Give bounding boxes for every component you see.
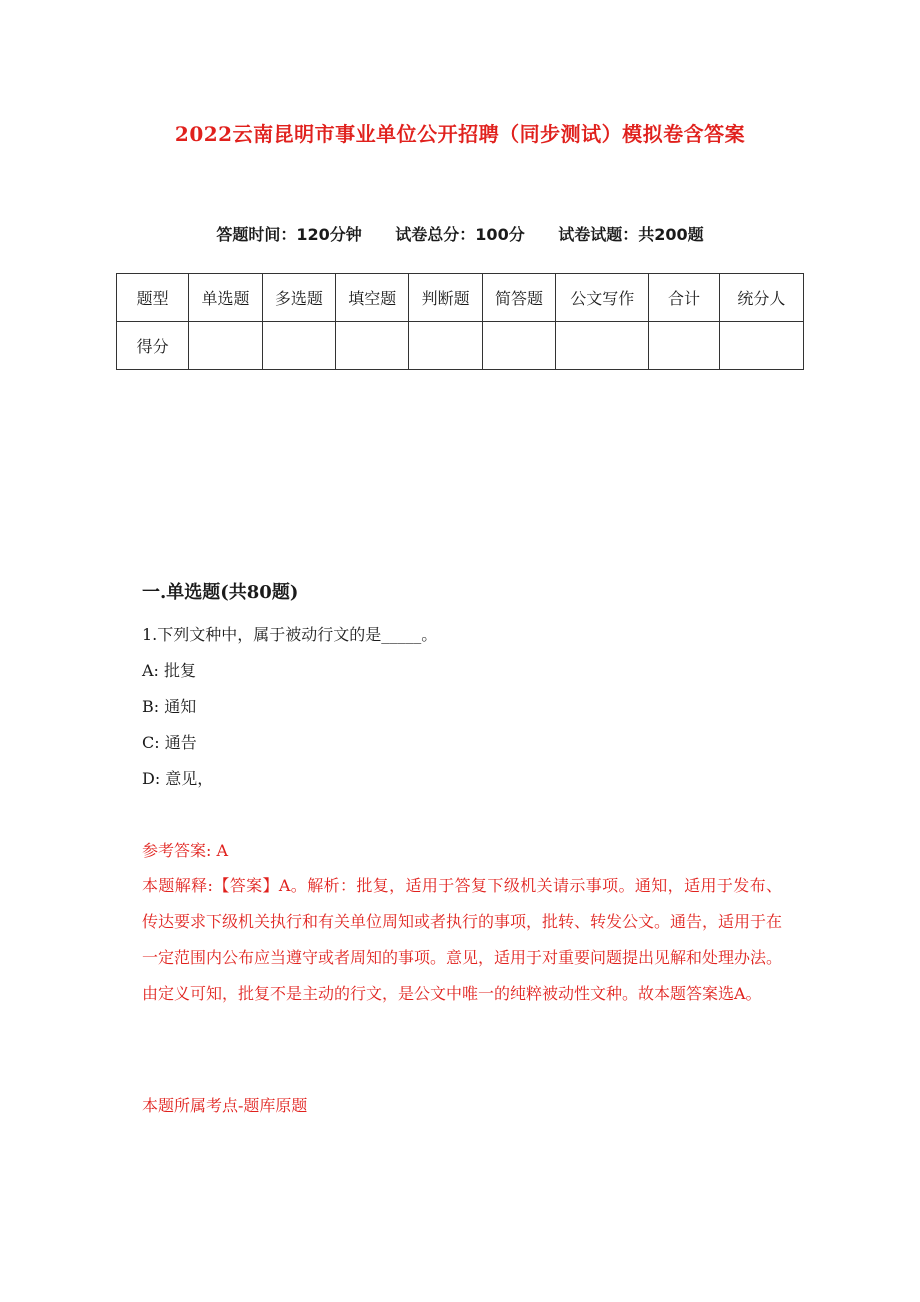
option-c: C: 通告	[142, 733, 197, 752]
score-header-cell: 单选题	[189, 274, 262, 322]
exam-meta	[0, 222, 920, 245]
score-cell	[409, 322, 482, 370]
score-cell	[719, 322, 803, 370]
question-stem: 1.下列文种中，属于被动行文的是_____。	[142, 625, 438, 644]
score-cell	[556, 322, 649, 370]
option-d: D: 意见，	[142, 769, 214, 788]
score-header-cell: 合计	[649, 274, 719, 322]
score-cell	[649, 322, 719, 370]
score-table	[116, 273, 804, 370]
score-header-cell: 判断题	[409, 274, 482, 322]
exam-question-count: 试卷试题：共200题	[558, 225, 704, 244]
score-header-cell: 填空题	[336, 274, 409, 322]
score-table-score-row	[117, 322, 804, 370]
option-a: A: 批复	[142, 661, 197, 680]
question-source: 本题所属考点-题库原题	[142, 1096, 308, 1115]
option-b: B: 通知	[142, 697, 197, 716]
score-header-cell: 统分人	[719, 274, 803, 322]
score-row-label: 得分	[117, 322, 189, 370]
score-cell	[262, 322, 335, 370]
score-header-cell: 公文写作	[556, 274, 649, 322]
reference-answer: 参考答案: A	[142, 841, 229, 860]
score-cell	[336, 322, 409, 370]
exam-time: 答题时间：120分钟	[216, 225, 362, 244]
score-header-cell: 多选题	[262, 274, 335, 322]
score-cell	[189, 322, 262, 370]
score-table-header-row	[117, 274, 804, 322]
exam-title: 2022云南昆明市事业单位公开招聘（同步测试）模拟卷含答案	[174, 122, 746, 146]
score-cell	[482, 322, 555, 370]
score-header-cell: 题型	[117, 274, 189, 322]
answer-explanation: 本题解释:【答案】A。解析：批复，适用于答复下级机关请示事项。通知，适用于发布、传达要求下级机关执行和有关单位周知或者执行的事项，批转、转发公文。通告，适用于在一定范围内公布应当遵守或者周知的事项。意见，适用于对重要问题提出见解和处理办法。由定义可知，批复不是主动的行文，是公文中唯一的纯粹被动性文种。故本题答案选A。	[142, 876, 783, 1003]
exam-total-score: 试卷总分：100分	[395, 225, 525, 244]
score-header-cell: 简答题	[482, 274, 555, 322]
section-title: 一.单选题(共80题)	[142, 582, 299, 603]
